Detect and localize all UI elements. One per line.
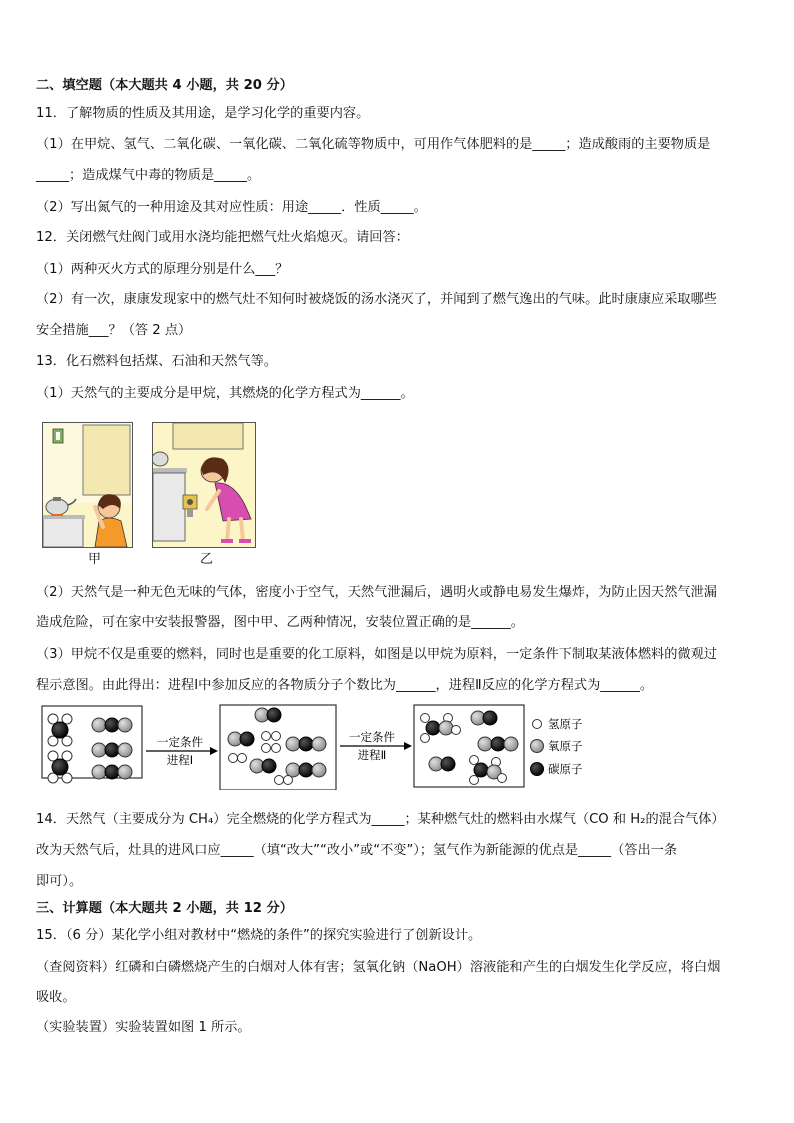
q14-line2: 改为天然气后，灶具的进风口应_____（填“改大”“改小”或“不变”）；氢气作为新能源的优点是_____（答出一条 [36,843,678,858]
legend-hydrogen-label: 氢原子 [548,717,583,731]
q12-part2-line1: （2）有一次，康康发现家中的燃气灶不知何时被烧饭的汤水浇灭了，并闻到了燃气逸出的气味。此时康康应采取哪些 [36,292,717,307]
section-3-title: 三、计算题（本大题共 2 小题，共 12 分） [36,901,293,916]
q13-part3-line1: （3）甲烷不仅是重要的燃料，同时也是重要的化工原料，如图是以甲烷为原料，一定条件下制取某液体燃料的微观过 [36,647,717,662]
legend-carbon-marker [531,763,544,776]
q13-stem: 13．化石燃料包括煤、石油和天然气等。 [36,354,277,369]
legend-hydrogen-marker [533,720,542,729]
q12-stem: 12．关闭燃气灶阀门或用水浇均能把燃气灶火焰熄灭。请回答： [36,230,409,245]
scene-a-image [42,422,133,548]
legend-oxygen-marker [531,740,544,753]
q13-part2-line1: （2）天然气是一种无色无味的气体，密度小于空气，天然气泄漏后，遇明火或静电易发生爆炸，为防止因天然气泄漏 [36,585,717,600]
arrow-1-top-label: 一定条件 [157,735,203,749]
scene-b-label: 乙 [200,552,214,567]
q11-part2: （2）写出氮气的一种用途及其对应性质：用途_____．性质_____。 [36,200,427,215]
arrow-2-bottom-label: 进程Ⅱ [357,748,387,762]
scene-a-label: 甲 [88,552,102,567]
q13-part2-line2: 造成危险，可在家中安装报警器，图中甲、乙两种情况，安装位置正确的是______。 [36,615,524,630]
q13-part1: （1）天然气的主要成分是甲烷，其燃烧的化学方程式为______。 [36,386,414,401]
section-2-title: 二、填空题（本大题共 4 小题，共 20 分） [36,78,293,93]
q14-line3: 即可）。 [36,874,83,889]
arrow-1-bottom-label: 进程Ⅰ [166,753,194,767]
q12-part2-line2: 安全措施___？（答 2 点） [36,323,192,338]
arrow-2-top-label: 一定条件 [349,730,395,744]
legend-oxygen-label: 氧原子 [548,739,583,753]
q13-part3-line2: 程示意图。由此得出：进程Ⅰ中参加反应的各物质分子个数比为______，进程Ⅱ反应的化学方程式为______。 [36,678,654,693]
q12-part1: （1）两种灭火方式的原理分别是什么___？ [36,262,289,277]
q15-line2: 吸收。 [36,990,76,1005]
legend-carbon-label: 碳原子 [548,762,583,776]
q15-line3: （实验装置）实验装置如图 1 所示。 [36,1020,251,1035]
scene-b-image [152,422,256,548]
q11-part1-line2: _____；造成煤气中毒的物质是_____。 [36,168,261,183]
q14-line1: 14．天然气（主要成分为 CH₄）完全燃烧的化学方程式为_____；某种燃气灶的燃料由水煤气（CO 和 H₂的混合气体） [36,812,725,827]
q15-line1: （查阅资料）红磷和白磷燃烧产生的白烟对人体有害；氢氧化钠（NaOH）溶液能和产生的白烟发生化学反应，将白烟 [36,960,721,975]
q11-part1-line1: （1）在甲烷、氢气、二氧化碳、一氧化碳、二氧化硫等物质中，可用作气体肥料的是_____；造成酸雨的主要物质是 [36,137,711,152]
methane-process-diagram [0,700,794,790]
q11-stem: 11．了解物质的性质及其用途，是学习化学的重要内容。 [36,106,370,121]
q15-stem: 15．（6 分）某化学小组对教材中“燃烧的条件”的探究实验进行了创新设计。 [36,928,482,943]
